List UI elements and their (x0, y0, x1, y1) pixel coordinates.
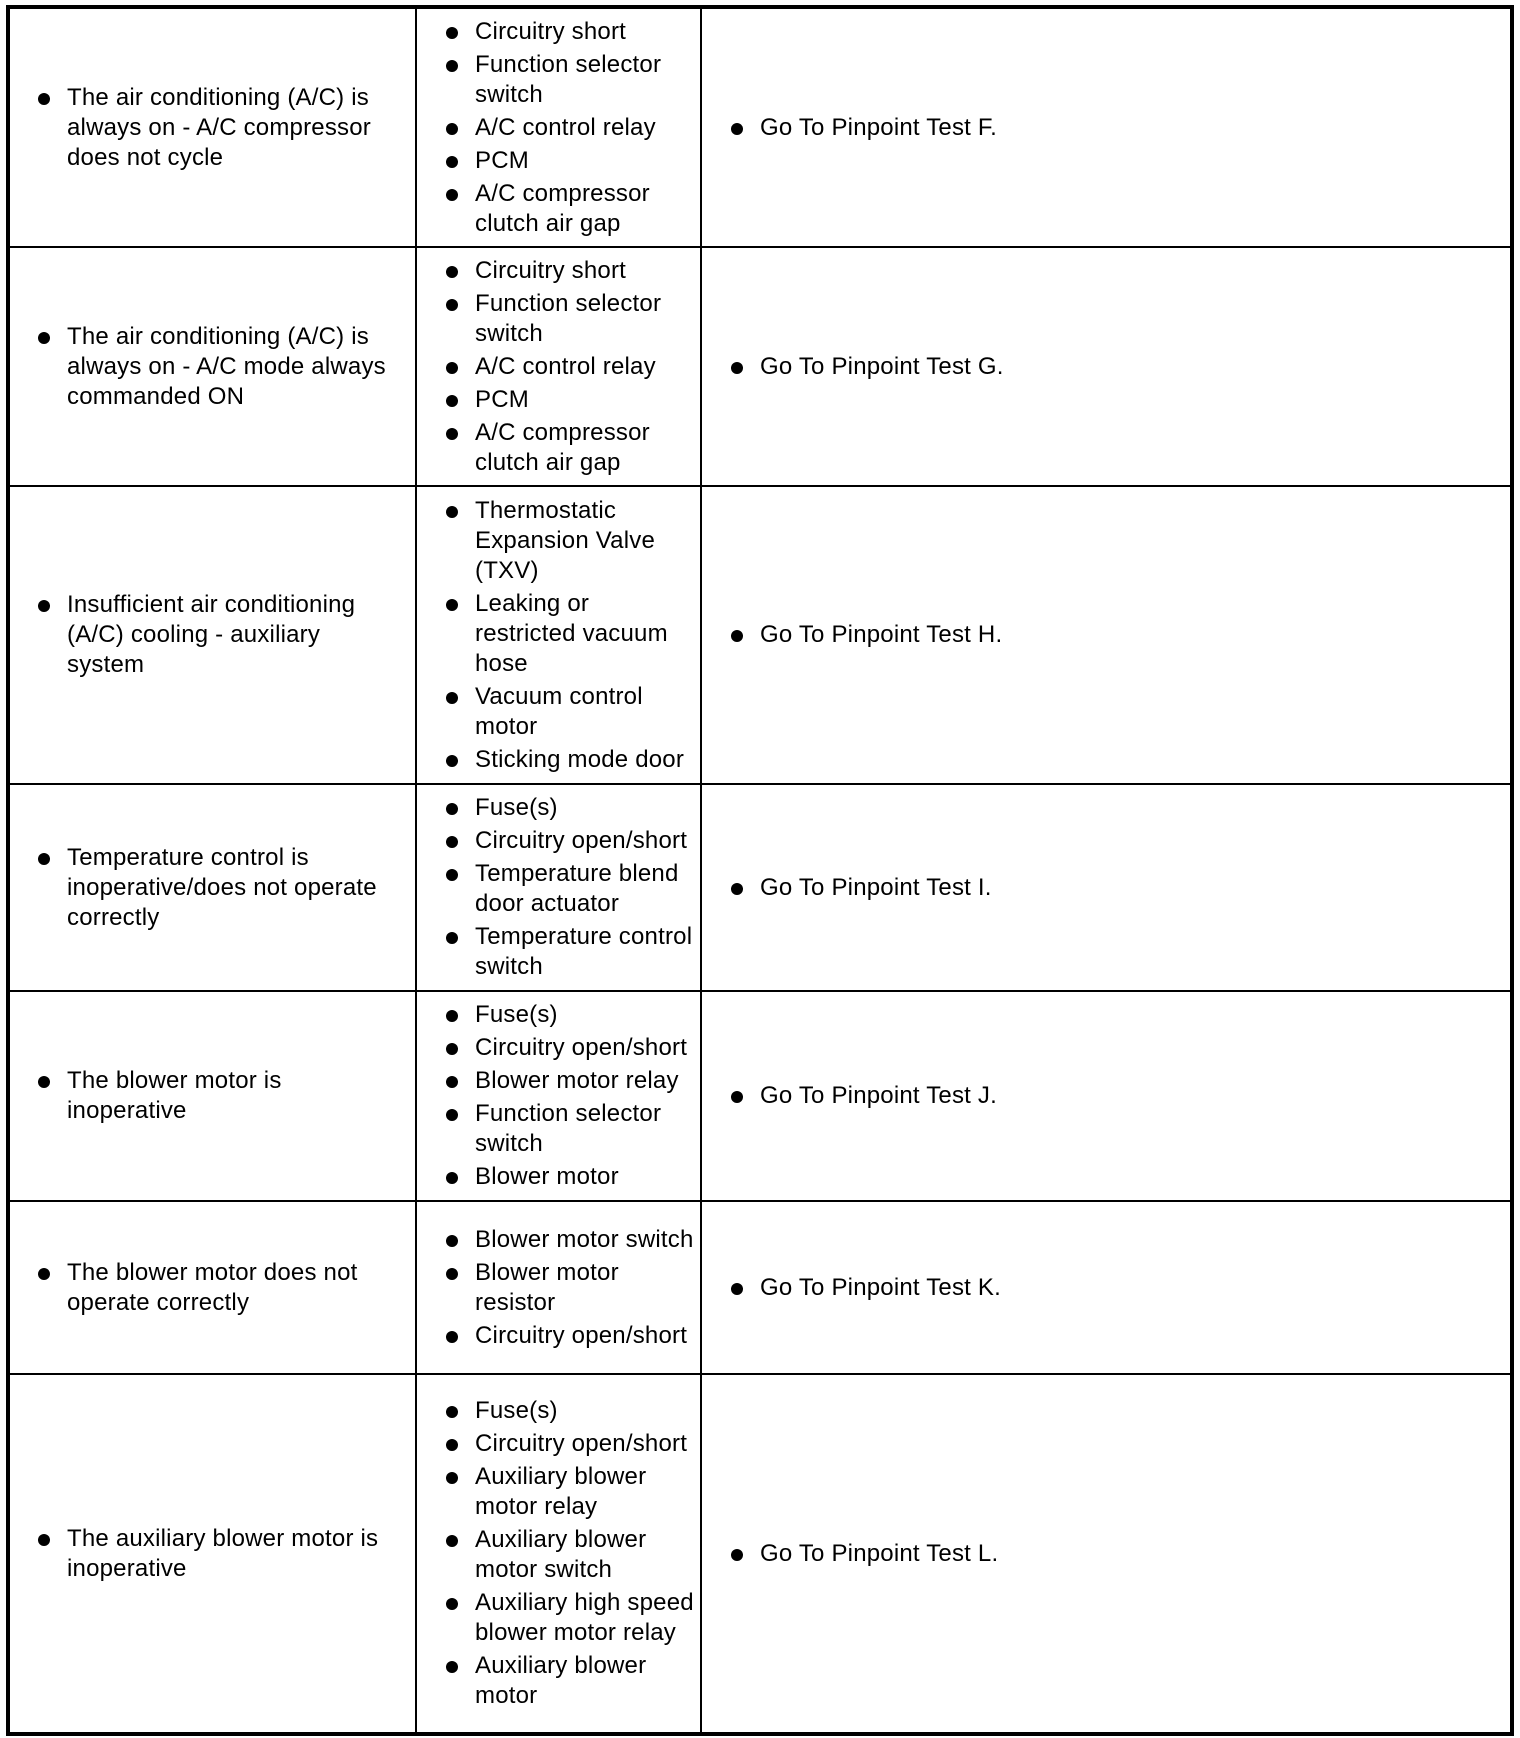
symptom-text: The blower motor is inoperative (67, 1066, 401, 1126)
cause-item: Fuse(s) (475, 1000, 696, 1030)
symptom-text: The blower motor does not operate correctly (67, 1258, 401, 1318)
possible-causes-cell (416, 247, 701, 486)
cause-item: Auxiliary blower motor (475, 1651, 696, 1711)
cause-item: PCM (475, 146, 696, 176)
cause-item: Function selector switch (475, 50, 696, 110)
possible-causes-cell (416, 7, 701, 247)
cause-item: Blower motor (475, 1162, 696, 1192)
cause-item: A/C compressor clutch air gap (475, 179, 696, 239)
action-text: Go To Pinpoint Test H. (760, 620, 1500, 650)
cause-item: Temperature blend door actuator (475, 859, 696, 919)
symptom-chart-table (6, 5, 1514, 1736)
action-cell (701, 784, 1512, 991)
cause-item: Circuitry short (475, 256, 696, 286)
action-cell (701, 991, 1512, 1201)
cause-item: Leaking or restricted vacuum hose (475, 589, 696, 679)
table-row (8, 247, 1512, 486)
table-row (8, 991, 1512, 1201)
cause-item: Function selector switch (475, 1099, 696, 1159)
cause-item: Auxiliary blower motor switch (475, 1525, 696, 1585)
action-text: Go To Pinpoint Test L. (760, 1539, 1500, 1569)
symptom-text: Insufficient air conditioning (A/C) cooling - auxiliary system (67, 590, 401, 680)
symptom-cell (8, 7, 416, 247)
possible-causes-cell (416, 486, 701, 784)
cause-item: Blower motor relay (475, 1066, 696, 1096)
cause-item: Fuse(s) (475, 793, 696, 823)
cause-item: Circuitry open/short (475, 1321, 696, 1351)
table-row (8, 1201, 1512, 1374)
action-cell (701, 1201, 1512, 1374)
cause-item: Blower motor switch (475, 1225, 696, 1255)
symptom-text: The auxiliary blower motor is inoperative (67, 1524, 401, 1584)
cause-item: Vacuum control motor (475, 682, 696, 742)
cause-item: Circuitry open/short (475, 826, 696, 856)
cause-item: Circuitry open/short (475, 1429, 696, 1459)
cause-item: A/C control relay (475, 352, 696, 382)
cause-item: Temperature control switch (475, 922, 696, 982)
action-text: Go To Pinpoint Test K. (760, 1273, 1500, 1303)
cause-item: Circuitry short (475, 17, 696, 47)
action-text: Go To Pinpoint Test F. (760, 113, 1500, 143)
symptom-text: The air conditioning (A/C) is always on - A/C compressor does not cycle (67, 83, 401, 173)
possible-causes-cell (416, 1201, 701, 1374)
table-row (8, 1374, 1512, 1734)
table-row (8, 486, 1512, 784)
symptom-cell (8, 784, 416, 991)
cause-item: A/C control relay (475, 113, 696, 143)
cause-item: PCM (475, 385, 696, 415)
cause-item: Auxiliary high speed blower motor relay (475, 1588, 696, 1648)
possible-causes-cell (416, 784, 701, 991)
symptom-cell (8, 1374, 416, 1734)
cause-item: Auxiliary blower motor relay (475, 1462, 696, 1522)
symptom-text: Temperature control is inoperative/does not operate correctly (67, 843, 401, 933)
cause-item: Thermostatic Expansion Valve (TXV) (475, 496, 696, 586)
cause-item: Blower motor resistor (475, 1258, 696, 1318)
symptom-cell (8, 991, 416, 1201)
symptom-text: The air conditioning (A/C) is always on - A/C mode always commanded ON (67, 322, 401, 412)
cause-item: Sticking mode door (475, 745, 696, 775)
symptom-cell (8, 1201, 416, 1374)
symptom-cell (8, 486, 416, 784)
action-text: Go To Pinpoint Test G. (760, 352, 1500, 382)
symptom-cell (8, 247, 416, 486)
cause-item: Fuse(s) (475, 1396, 696, 1426)
cause-item: Circuitry open/short (475, 1033, 696, 1063)
action-cell (701, 1374, 1512, 1734)
action-cell (701, 486, 1512, 784)
action-text: Go To Pinpoint Test J. (760, 1081, 1500, 1111)
table-row (8, 784, 1512, 991)
cause-item: Function selector switch (475, 289, 696, 349)
table-row (8, 7, 1512, 247)
action-cell (701, 7, 1512, 247)
possible-causes-cell (416, 1374, 701, 1734)
cause-item: A/C compressor clutch air gap (475, 418, 696, 478)
action-cell (701, 247, 1512, 486)
possible-causes-cell (416, 991, 701, 1201)
action-text: Go To Pinpoint Test I. (760, 873, 1500, 903)
